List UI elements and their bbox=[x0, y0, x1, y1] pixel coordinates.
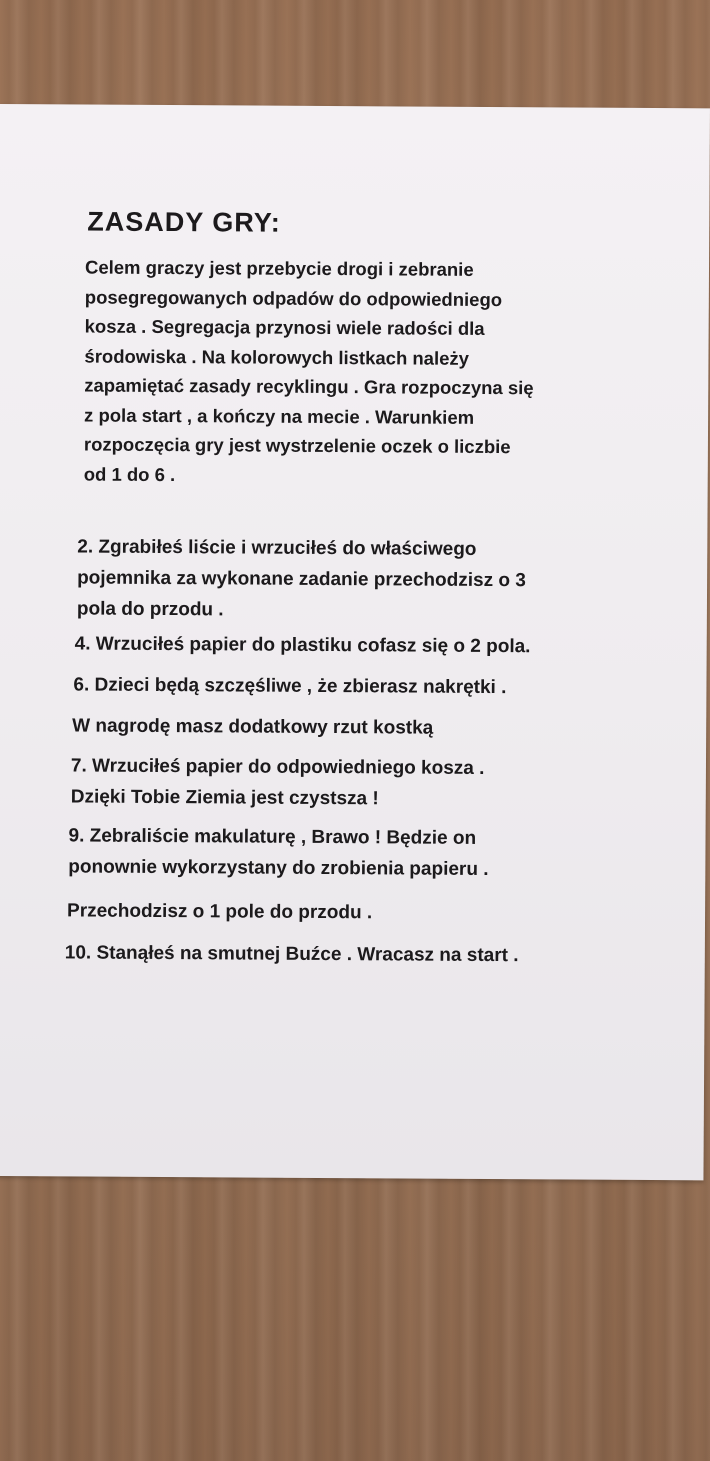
rule-9-move bbox=[67, 895, 372, 928]
intro-paragraph bbox=[84, 253, 665, 493]
rule-7 bbox=[71, 750, 485, 815]
wooden-table-bottom bbox=[0, 1175, 710, 1461]
intro-line: Celem graczy jest przebycie drogi i zebranie bbox=[84, 256, 474, 280]
rule-line: ponownie wykorzystany do zrobienia papieru . bbox=[68, 856, 489, 880]
wooden-table-top bbox=[0, 0, 710, 110]
paper-sheet bbox=[0, 104, 710, 1180]
rule-line: 7. Wrzuciłeś papier do odpowiedniego kosza . bbox=[70, 755, 485, 779]
rule-9 bbox=[68, 820, 489, 885]
rule-line: pojemnika za wykonane zadanie przechodzisz o 3 bbox=[77, 567, 526, 592]
rule-4 bbox=[75, 628, 531, 662]
intro-line: od 1 do 6 . bbox=[83, 463, 176, 485]
intro-line: posegregowanych odpadów do odpowiedniego bbox=[84, 286, 503, 310]
intro-line: z pola start , a kończy na mecie . Warunkiem bbox=[84, 404, 475, 428]
intro-line: zapamiętać zasady recyklingu . Gra rozpoczyna się bbox=[84, 374, 534, 399]
intro-line: rozpoczęcia gry jest wystrzelenie oczek o liczbie bbox=[83, 433, 511, 458]
rule-line: 2. Zgrabiłeś liście i wrzuciłeś do właściwego bbox=[77, 536, 477, 560]
rule-6-bonus bbox=[72, 710, 433, 743]
rule-line: 10. Stanąłeś na smutnej Buźce . Wracasz na start . bbox=[64, 942, 519, 967]
rule-line: Dzięki Tobie Ziemia jest czystsza ! bbox=[70, 786, 379, 810]
document-title: ZASADY GRY: bbox=[87, 206, 281, 238]
rule-line: Przechodzisz o 1 pole do przodu . bbox=[67, 900, 373, 924]
rule-2 bbox=[77, 531, 526, 627]
rule-6 bbox=[73, 669, 506, 703]
rule-line: 6. Dzieci będą szczęśliwe , że zbierasz nakrętki . bbox=[73, 674, 507, 699]
rule-line: 9. Zebraliście makulaturę , Brawo ! Będzie on bbox=[68, 825, 477, 849]
intro-line: środowiska . Na kolorowych listkach należy bbox=[84, 345, 470, 369]
rule-10 bbox=[65, 937, 519, 971]
rule-line: pola do przodu . bbox=[76, 598, 224, 621]
intro-line: kosza . Segregacja przynosi wiele radości dla bbox=[84, 315, 485, 339]
rule-line: 4. Wrzuciłeś papier do plastiku cofasz się o 2 pola. bbox=[74, 633, 531, 658]
rule-line: W nagrodę masz dodatkowy rzut kostką bbox=[72, 715, 434, 739]
